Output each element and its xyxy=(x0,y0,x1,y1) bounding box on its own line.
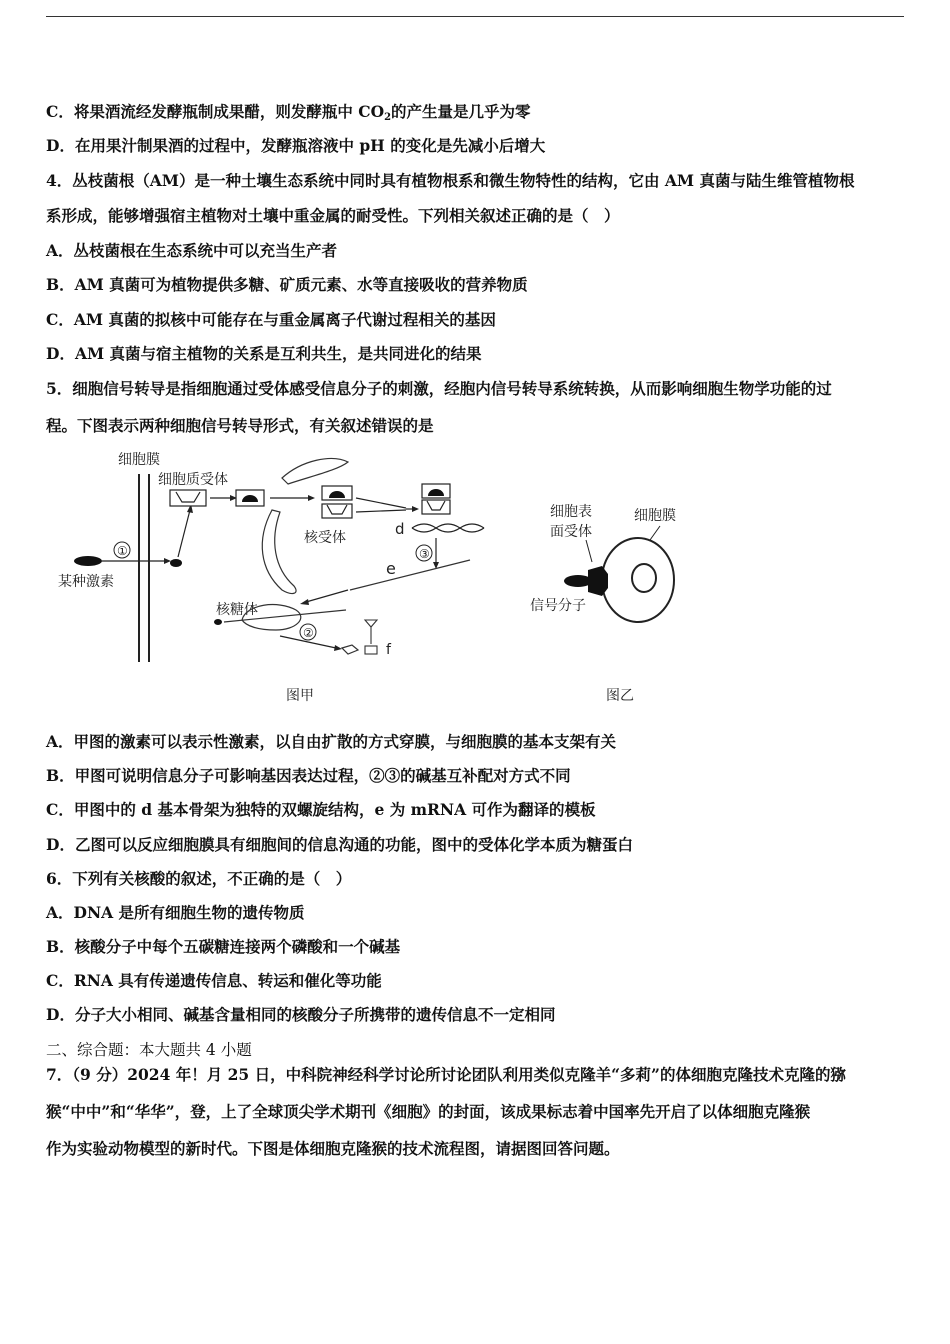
line-complex-1 xyxy=(356,498,406,508)
label-nuclear-receptor: 核受体 xyxy=(304,530,346,546)
arrowhead-translation xyxy=(334,645,342,651)
q6-option-c: C．RNA 具有传递遗传信息、转运和催化等功能 xyxy=(46,971,382,990)
label-surface-receptor-2: 面受体 xyxy=(550,524,592,540)
header-rule xyxy=(46,16,904,17)
q7-line2: 猴“中中”和“华华”，登，上了全球顶尖学术期刊《细胞》的封面，该成果标志着中国率先开启了以体细胞克隆猴 xyxy=(46,1102,811,1121)
q6-option-a: A．DNA 是所有细胞生物的遗传物质 xyxy=(46,903,305,922)
arrowhead-to-dna xyxy=(412,506,419,512)
arrowhead-to-nucleus xyxy=(308,495,315,501)
label-step-2: ② xyxy=(303,626,314,640)
cell-nucleus xyxy=(632,564,656,592)
arrowhead-hormone-entry xyxy=(164,558,171,564)
q4-stem-line2: 系形成，能够增强宿主植物对土壤中重金属的耐受性。下列相关叙述正确的是（ ） xyxy=(46,206,620,225)
q5-option-b: B．甲图可说明信息分子可影响基因表达过程，②③的碱基互补配对方式不同 xyxy=(46,766,571,785)
membrane-pointer xyxy=(650,526,660,540)
section-heading: 二、综合题：本大题共 4 小题 xyxy=(46,1041,252,1059)
dna-receptor-lower xyxy=(422,500,450,514)
label-ribosome: 核糖体 xyxy=(216,602,258,618)
nuclear-envelope-top xyxy=(282,459,348,484)
receptor-pointer xyxy=(586,540,592,562)
nuclear-receptor-free xyxy=(322,504,352,518)
q6-stem: 6．下列有关核酸的叙述，不正确的是（ ） xyxy=(46,869,352,888)
q4-option-c: C．AM 真菌的拟核中可能存在与重金属离子代谢过程相关的基因 xyxy=(46,310,496,329)
caption-yi: 图乙 xyxy=(606,688,634,704)
label-cell-membrane-yi: 细胞膜 xyxy=(634,508,676,524)
label-cell-membrane: 细胞膜 xyxy=(118,452,160,468)
dna-strand-2 xyxy=(412,524,484,532)
line-complex-2 xyxy=(356,510,406,512)
arrowhead-to-ribosome xyxy=(300,599,309,605)
hormone-molecule xyxy=(74,556,102,566)
label-d: d xyxy=(395,520,405,538)
f-shape-top xyxy=(365,620,377,627)
q7-line1: 7．（9 分）2024 年！月 25 日，中科院神经科学讨论所讨论团队利用类似克隆羊“多莉”的体细胞克隆技术克隆的猕 xyxy=(46,1065,846,1084)
caption-jia: 图甲 xyxy=(286,688,314,704)
arrow-to-receptor xyxy=(178,510,190,557)
f-shape-bottom xyxy=(365,646,377,654)
q4-stem-line1: 4．丛枝菌根（AM）是一种土壤生态系统中同时具有植物根系和微生物特性的结构，它由 AM 真菌与陆生维管植物根 xyxy=(46,171,855,190)
mrna-strand xyxy=(350,560,470,590)
hormone-in-cytoplasm xyxy=(170,559,182,567)
q5-stem-line2: 程。下图表示两种细胞信号转导形式，有关叙述错误的是 xyxy=(46,416,434,435)
label-e: e xyxy=(386,559,396,578)
q3-option-c: C．将果酒流经发酵瓶制成果醋，则发酵瓶中 $CO_2$的产生量是几乎为零 xyxy=(46,102,531,123)
arrow-to-ribosome xyxy=(306,590,348,602)
q4-option-a: A．丛枝菌根在生态系统中可以充当生产者 xyxy=(46,241,338,260)
ribosome-dot xyxy=(214,619,222,625)
figure-jia xyxy=(58,452,484,704)
protein-product xyxy=(342,645,358,654)
label-f: f xyxy=(386,642,391,658)
label-hormone: 某种激素 xyxy=(58,574,114,590)
q4-option-d: D．AM 真菌与宿主植物的关系是互利共生，是共同进化的结果 xyxy=(46,344,482,363)
label-surface-receptor-1: 细胞表 xyxy=(550,504,592,520)
label-step-1: ① xyxy=(117,544,128,558)
q7-line3: 作为实验动物模型的新时代。下图是体细胞克隆猴的技术流程图，请据图回答问题。 xyxy=(46,1139,620,1158)
label-cytoplasm-receptor: 细胞质受体 xyxy=(158,472,228,488)
figure-yi xyxy=(530,503,676,704)
q5-stem-line1: 5．细胞信号转导是指细胞通过受体感受信息分子的刺激，经胞内信号转导系统转换，从而影响细胞生物学功能的过 xyxy=(46,379,832,398)
dna-strand-1 xyxy=(412,524,484,532)
cytoplasm-receptor-box xyxy=(170,490,206,506)
q4-option-b: B．AM 真菌可为植物提供多糖、矿质元素、水等直接吸收的营养物质 xyxy=(46,275,528,294)
label-signal-molecule: 信号分子 xyxy=(530,598,586,614)
target-cell xyxy=(602,538,674,622)
signal-transduction-figure xyxy=(50,440,910,720)
q5-option-c: C．甲图中的 d 基本骨架为独特的双螺旋结构，e 为 mRNA 可作为翻译的模板 xyxy=(46,800,596,819)
q5-option-a: A．甲图的激素可以表示性激素，以自由扩散的方式穿膜，与细胞膜的基本支架有关 xyxy=(46,732,617,751)
q6-option-b: B．核酸分子中每个五碳糖连接两个磷酸和一个碱基 xyxy=(46,937,401,956)
q5-option-d: D．乙图可以反应细胞膜具有细胞间的信息沟通的功能，图中的受体化学本质为糖蛋白 xyxy=(46,835,633,854)
q6-option-d: D．分子大小相同、碱基含量相同的核酸分子所携带的遗传信息不一定相同 xyxy=(46,1005,556,1024)
label-step-3: ③ xyxy=(419,547,430,561)
q3-option-d: D．在用果汁制果酒的过程中，发酵瓶溶液中 pH 的变化是先减小后增大 xyxy=(46,136,546,155)
signal-molecule xyxy=(564,575,592,587)
surface-receptor xyxy=(588,566,608,596)
nuclear-envelope-left xyxy=(262,510,296,593)
